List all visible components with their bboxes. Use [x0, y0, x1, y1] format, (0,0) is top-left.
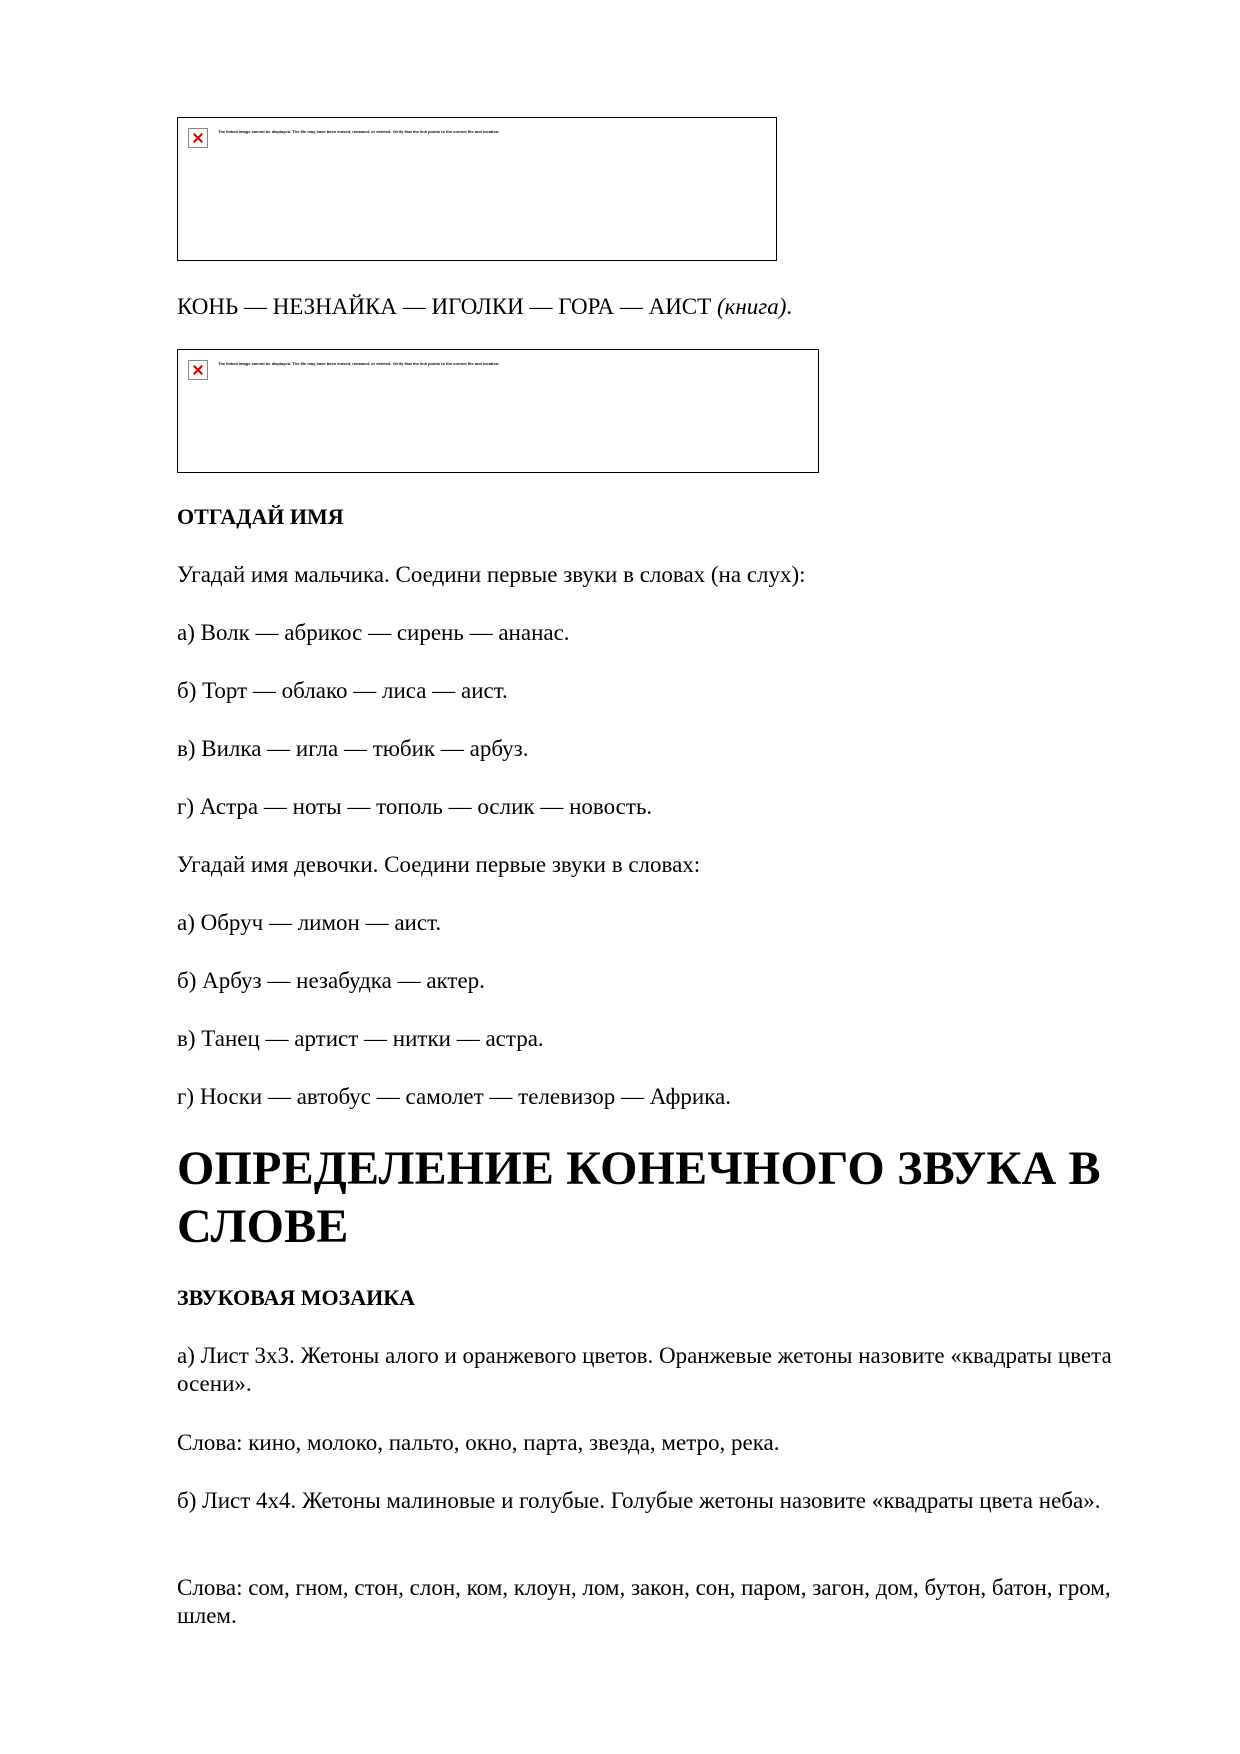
girl-item: в) Танец — артист — нитки — астра. [177, 1026, 544, 1051]
chapter-title: ОПРЕДЕЛЕНИЕ КОНЕЧНОГО ЗВУКА В СЛОВЕ [177, 1142, 1101, 1253]
word-chain-end: . [786, 294, 793, 319]
section-heading-guess-name: ОТГАДАЙ ИМЯ [177, 504, 344, 529]
word-chain-kon [177, 293, 792, 321]
mosaic-task-b: б) Лист 4х4. Жетоны малиновые и голубые. Голубые жетоны назовите «квадраты цвета неба». [177, 1488, 1101, 1513]
mosaic-words-b: Слова: сом, гном, стон, слон, ком, клоун, лом, закон, сон, паром, загон, дом, бутон, батон, гром, шлем. [177, 1575, 1111, 1628]
broken-image-placeholder-1 [177, 117, 777, 261]
broken-image-message: The linked image cannot be displayed. The file may have been moved, renamed, or deleted. Verify that the link points to the correct file and location. [218, 129, 500, 134]
broken-image-icon [188, 360, 208, 380]
broken-image-placeholder-2 [177, 349, 819, 473]
mosaic-task-a: а) Лист 3х3. Жетоны алого и оранжевого цветов. Оранжевые жетоны назовите «квадраты цвета осени». [177, 1343, 1112, 1396]
boy-item: а) Волк — абрикос — сирень — ананас. [177, 620, 570, 645]
broken-image-message: The linked image cannot be displayed. The file may have been moved, renamed, or deleted. Verify that the link points to the correct file and location. [218, 361, 500, 366]
boy-item: г) Астра — ноты — тополь — ослик — новость. [177, 794, 653, 819]
girl-item: б) Арбуз — незабудка — актер. [177, 968, 485, 993]
girl-intro: Угадай имя девочки. Соедини первые звуки в словах: [177, 852, 701, 877]
word-chain-answer: (книга) [716, 294, 787, 319]
mosaic-words-a: Слова: кино, молоко, пальто, окно, парта, звезда, метро, река. [177, 1430, 780, 1455]
boy-intro: Угадай имя мальчика. Соедини первые звуки в словах (на слух): [177, 562, 806, 587]
girl-item: а) Обруч — лимон — аист. [177, 910, 442, 935]
broken-image-icon [188, 128, 208, 148]
boy-item: в) Вилка — игла — тюбик — арбуз. [177, 736, 529, 761]
section-heading-sound-mosaic: ЗВУКОВАЯ МОЗАИКА [177, 1285, 416, 1310]
girl-item: г) Носки — автобус — самолет — телевизор — Африка. [177, 1084, 731, 1109]
boy-item: б) Торт — облако — лиса — аист. [177, 678, 508, 703]
word-chain-text: КОНЬ — НЕЗНАЙКА — ИГОЛКИ — ГОРА — АИСТ [177, 294, 717, 319]
